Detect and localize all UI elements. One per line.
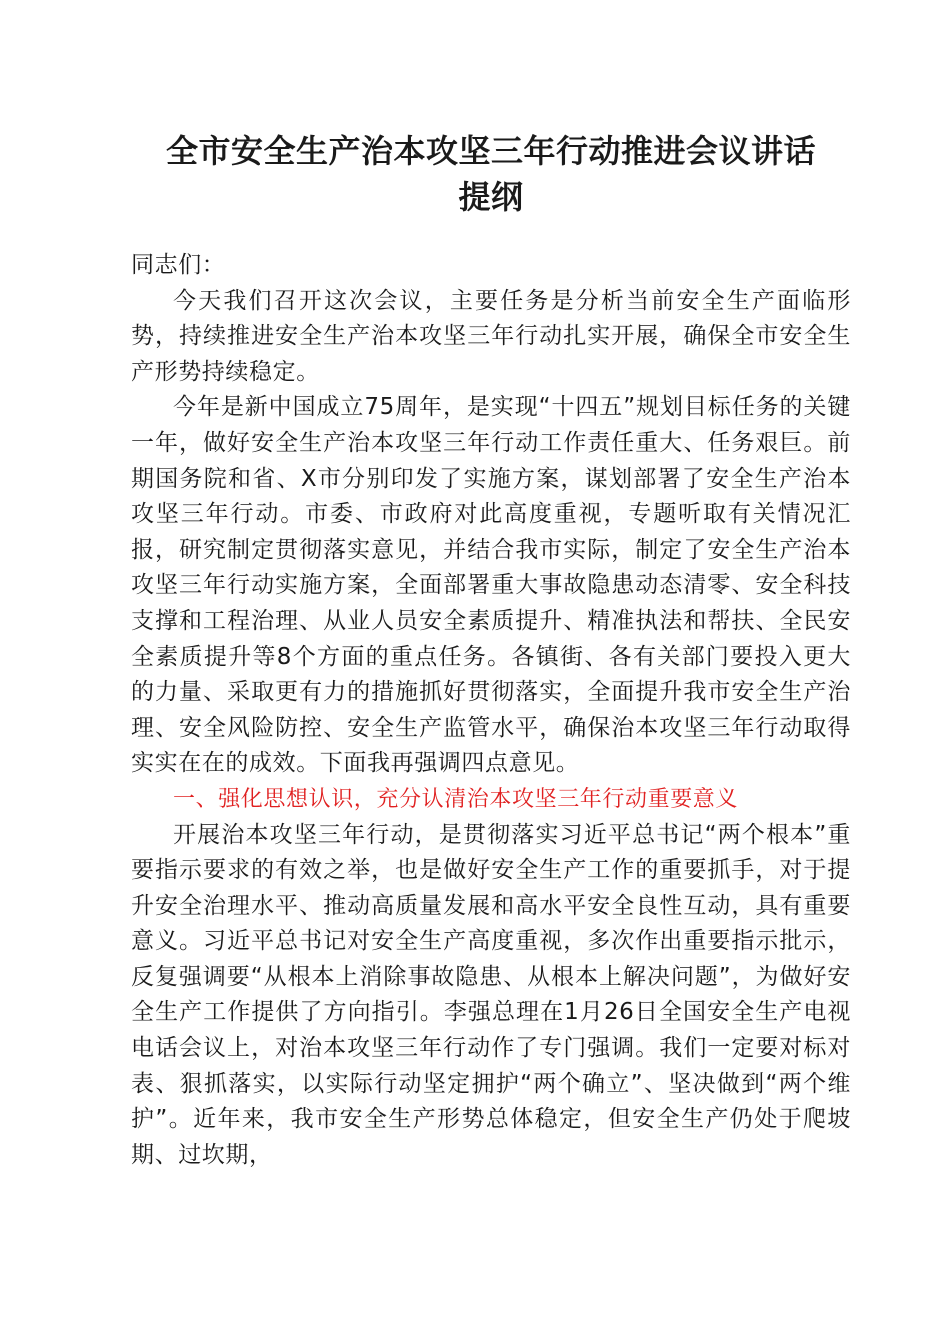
section-heading-1: 一、强化思想认识，充分认清治本攻坚三年行动重要意义: [173, 786, 739, 812]
document-page: [131, 128, 851, 1173]
salutation: 同志们：: [131, 252, 226, 278]
document-body: [131, 248, 851, 1173]
document-title: [131, 128, 851, 220]
document-title-line-1: 全市安全生产治本攻坚三年行动推进会议讲话: [165, 132, 816, 170]
paragraph-background: 今年是新中国成立75周年，是实现“十四五”规划目标任务的关键一年，做好安全生产治本攻坚三年行动工作责任重大、任务艰巨。前期国务院和省、X市分别印发了实施方案，谋划部署了安全生产治本攻坚三年行动。市委、市政府对此高度重视，专题听取有关情况汇报，研究制定贯彻落实意见，并结合我市实际，制定了安全生产治本攻坚三年行动实施方案，全面部署重大事故隐患动态清零、安全科技支撑和工程治理、从业人员安全素质提升、精准执法和帮扶、全民安全素质提升等8个方面的重点任务。各镇街、各有关部门要投入更大的力量、采取更有力的措施抓好贯彻落实，全面提升我市安全生产治理、安全风险防控、安全生产监管水平，确保治本攻坚三年行动取得实实在在的成效。下面我再强调四点意见。: [131, 394, 851, 777]
document-title-line-2: 提纲: [458, 178, 524, 216]
paragraph-section-1: 开展治本攻坚三年行动，是贯彻落实习近平总书记“两个根本”重要指示要求的有效之举，也是做好安全生产工作的重要抓手，对于提升安全治理水平、推动高质量发展和高水平安全良性互动，具有重要意义。习近平总书记对安全生产高度重视，多次作出重要指示批示，反复强调要“从根本上消除事故隐患、从根本上解决问题”，为做好安全生产工作提供了方向指引。李强总理在1月26日全国安全生产电视电话会议上，对治本攻坚三年行动作了专门强调。我们一定要对标对表、狠抓落实，以实际行动坚定拥护“两个确立”、坚决做到“两个维护”。近年来，我市安全生产形势总体稳定，但安全生产仍处于爬坡期、过坎期，: [131, 821, 851, 1168]
paragraph-opening: 今天我们召开这次会议，主要任务是分析当前安全生产面临形势，持续推进安全生产治本攻坚三年行动扎实开展，确保全市安全生产形势持续稳定。: [131, 287, 851, 385]
